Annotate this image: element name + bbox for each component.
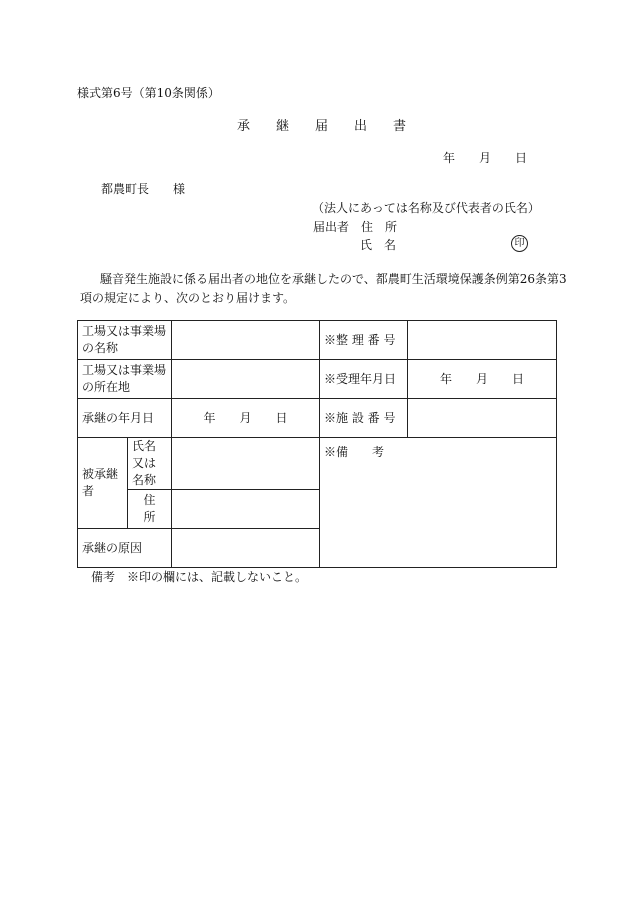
applicant-address-label: 届出者 住 所 <box>313 220 398 234</box>
remarks-label: ※備 考 <box>324 445 385 459</box>
predecessor-address-field[interactable] <box>172 490 320 529</box>
factory-name-field[interactable] <box>172 321 320 360</box>
succession-date-field[interactable]: 年 月 日 <box>172 399 320 438</box>
predecessor-name-label: 氏名又は名称 <box>128 438 172 490</box>
facility-number-label: ※施 設 番 号 <box>320 399 408 438</box>
predecessor-label: 被承継者 <box>78 438 128 529</box>
facility-number-field[interactable] <box>408 399 557 438</box>
predecessor-name-field[interactable] <box>172 438 320 490</box>
table-row <box>78 360 557 399</box>
reference-number-label: ※整 理 番 号 <box>320 321 408 360</box>
factory-address-field[interactable] <box>172 360 320 399</box>
date-line: 年 月 日 <box>443 151 528 165</box>
succession-cause-label: 承継の原因 <box>78 529 172 568</box>
succession-date-label: 承継の年月日 <box>78 399 172 438</box>
body-text-line-1: 騒音発生施設に係る届出者の地位を承継したので、都農町生活環境保護条例第26条第3 <box>100 272 567 286</box>
table-row <box>78 438 557 490</box>
table-row <box>78 321 557 360</box>
body-text-line-2: 項の規定により、次のとおり届けます。 <box>80 291 296 305</box>
predecessor-address-label: 住 所 <box>128 490 172 529</box>
corporation-note: （法人にあっては名称及び代表者の氏名） <box>312 201 540 215</box>
addressee: 都農町長 様 <box>101 182 186 196</box>
reference-number-field[interactable] <box>408 321 557 360</box>
form-table <box>77 320 557 568</box>
footer-note: 備考 ※印の欄には、記載しないこと。 <box>91 570 308 584</box>
factory-address-label: 工場又は事業場の所在地 <box>78 360 172 399</box>
seal-icon: 印 <box>511 235 528 252</box>
succession-cause-field[interactable] <box>172 529 320 568</box>
received-date-field[interactable]: 年 月 日 <box>408 360 557 399</box>
factory-name-label: 工場又は事業場の名称 <box>78 321 172 360</box>
applicant-name-label: 氏 名 <box>360 238 397 252</box>
remarks-cell[interactable] <box>320 438 557 568</box>
table-row <box>78 399 557 438</box>
document-title: 承 継 届 出 書 <box>237 119 407 134</box>
received-date-label: ※受理年月日 <box>320 360 408 399</box>
form-number: 様式第6号（第10条関係） <box>77 86 220 100</box>
